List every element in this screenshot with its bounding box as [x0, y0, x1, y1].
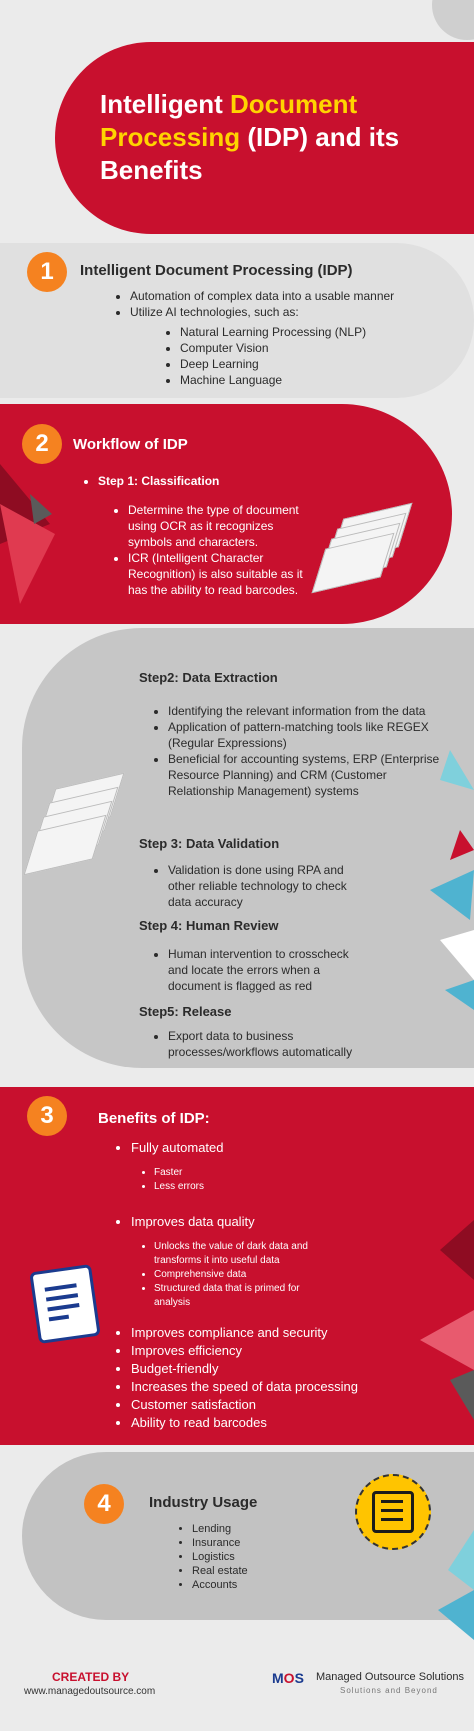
list-item: • Automation of complex data into a usable manner	[130, 288, 452, 304]
benefit-2	[113, 1214, 255, 1230]
decor-triangles-right	[438, 1530, 474, 1640]
list-item: • Increases the speed of data processing	[131, 1378, 358, 1396]
section3-number-badge: 3	[27, 1096, 67, 1136]
industry-list	[174, 1522, 248, 1592]
checklist-icon	[355, 1474, 431, 1550]
section2-heading: Workflow of IDP	[73, 436, 188, 453]
section3-heading: Benefits of IDP:	[98, 1110, 210, 1127]
footer-tagline: Solutions and Beyond	[340, 1686, 438, 1695]
company-logo: MOS	[272, 1670, 304, 1686]
step1-title: • Step 1: Classification	[98, 473, 219, 489]
benefit-1	[113, 1140, 224, 1156]
list-item: • Improves data quality	[131, 1214, 255, 1230]
list-item: • Insurance	[192, 1536, 248, 1550]
list-item: • Identifying the relevant information from the data	[168, 703, 440, 719]
list-item: • Ability to read barcodes	[131, 1414, 358, 1432]
benefit-2-sub	[136, 1240, 326, 1310]
list-item: • Customer satisfaction	[131, 1396, 358, 1414]
step3-bullets	[150, 862, 360, 910]
footer-url[interactable]: www.managedoutsource.com	[24, 1686, 156, 1697]
section1-number-badge: 1	[27, 252, 67, 292]
list-item: • Improves efficiency	[131, 1342, 358, 1360]
decor-circle-top	[432, 0, 474, 40]
list-item: • Less errors	[154, 1180, 204, 1194]
section1-heading: Intelligent Document Processing (IDP)	[80, 262, 353, 279]
document-stack-icon	[320, 510, 420, 590]
section1-sub-bullets	[162, 324, 442, 388]
list-item: • Application of pattern-matching tools like REGEX (Regular Expressions)	[168, 719, 440, 751]
list-item: • Comprehensive data	[154, 1268, 326, 1282]
section4-number-badge: 4	[84, 1484, 124, 1524]
list-item: • Accounts	[192, 1578, 248, 1592]
list-item: • Faster	[154, 1166, 204, 1180]
list-item: • Budget-friendly	[131, 1360, 358, 1378]
list-item: • Real estate	[192, 1564, 248, 1578]
step1-title-wrap	[80, 473, 219, 489]
list-item: • Lending	[192, 1522, 248, 1536]
list-item: • Determine the type of document using OCR as it recognizes symbols and characters.	[128, 502, 310, 550]
step4-title: Step 4: Human Review	[139, 918, 279, 933]
list-item: • Fully automated	[131, 1140, 224, 1156]
section2-number-badge: 2	[22, 424, 62, 464]
list-item: • Deep Learning	[180, 356, 442, 372]
step3-title: Step 3: Data Validation	[139, 836, 280, 851]
list-item: • Natural Learning Processing (NLP)	[180, 324, 442, 340]
footer-brand: Managed Outsource Solutions	[316, 1671, 464, 1683]
step2-bullets	[150, 703, 440, 799]
benefit-1-sub	[136, 1166, 204, 1194]
decor-triangles-right	[420, 1220, 474, 1420]
step2-title: Step2: Data Extraction	[139, 670, 278, 685]
section1-bullets	[112, 288, 452, 320]
footer-created-by: CREATED BY	[52, 1670, 130, 1684]
document-icon	[29, 1264, 100, 1344]
list-item: • Validation is done using RPA and other reliable technology to check data accuracy	[168, 862, 360, 910]
list-item: • Improves compliance and security	[131, 1324, 358, 1342]
document-stack-icon	[30, 780, 130, 880]
benefits-rest	[113, 1324, 358, 1432]
list-item: • Structured data that is primed for analysis	[154, 1282, 326, 1310]
list-item: • Utilize AI technologies, such as:	[130, 304, 452, 320]
list-item: • Unlocks the value of dark data and transforms it into useful data	[154, 1240, 326, 1268]
list-item: • Computer Vision	[180, 340, 442, 356]
list-item: • Machine Language	[180, 372, 442, 388]
section4-heading: Industry Usage	[149, 1494, 258, 1511]
page-title: Intelligent Document Processing (IDP) and its Benefits	[100, 89, 400, 185]
step4-bullets	[150, 946, 360, 994]
list-item: • Logistics	[192, 1550, 248, 1564]
section2-bullets	[110, 502, 310, 598]
step5-bullets	[150, 1028, 380, 1060]
list-item: • Human intervention to crosscheck and locate the errors when a document is flagged as red	[168, 946, 360, 994]
step5-title: Step5: Release	[139, 1004, 232, 1019]
list-item: • ICR (Intelligent Character Recognition) is also suitable as it has the ability to read barcodes.	[128, 550, 310, 598]
list-item: • Export data to business processes/workflows automatically	[168, 1028, 380, 1060]
list-item: • Beneficial for accounting systems, ERP (Enterprise Resource Planning) and CRM (Customer Relationship Management) systems	[168, 751, 440, 799]
